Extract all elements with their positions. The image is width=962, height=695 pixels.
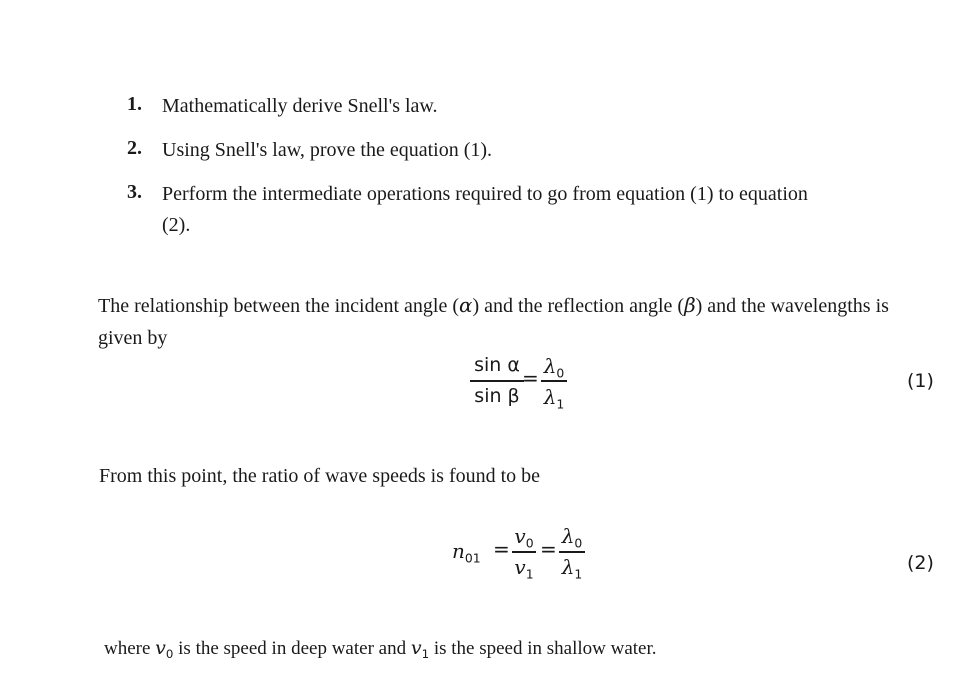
eq2-v0-sub: 0	[525, 535, 534, 551]
task-2-number: 2.	[127, 137, 142, 159]
eq1-numerator-right	[537, 354, 571, 380]
paragraph-relationship-part3: ) and the wavelengths is	[695, 295, 889, 317]
eq1-lambda1-sub: 1	[556, 396, 565, 412]
paragraph-speeds	[104, 637, 657, 661]
v0-symbol-sub: 0	[165, 647, 174, 662]
eq1-equals: =	[522, 366, 539, 390]
paragraph-ratio: From this point, the ratio of wave speeds is found to be	[99, 465, 541, 487]
task-3-number: 3.	[127, 181, 142, 203]
task-3-text-continued: (2).	[162, 214, 191, 236]
eq2-v0: v	[514, 524, 526, 548]
alpha-symbol: α	[458, 293, 473, 317]
paragraph-speeds-part2: is the speed in deep water and	[173, 638, 411, 659]
eq2-lambda0: λ	[561, 524, 575, 548]
eq2-numerator-1	[508, 524, 540, 550]
eq2-n: n	[452, 539, 465, 563]
eq2-equals-1: =	[493, 537, 510, 561]
eq1-lambda0-sub: 0	[556, 365, 565, 381]
eq1-numerator-left: sin α	[474, 354, 520, 376]
eq1-denominator-left: sin β	[474, 385, 520, 407]
paragraph-speeds-part1: where	[104, 638, 156, 659]
eq2-fraction-bar-2	[559, 551, 585, 553]
paragraph-relationship-line2: given by	[98, 327, 168, 349]
eq1-label: (1)	[907, 370, 934, 392]
eq2-fraction-bar-1	[512, 551, 536, 553]
eq2-lambda0-sub: 0	[574, 535, 583, 551]
task-1-text: Mathematically derive Snell's law.	[162, 95, 438, 117]
eq2-lhs	[452, 539, 481, 565]
paragraph-relationship-part1: The relationship between the incident angle (	[98, 295, 459, 317]
eq1-fraction-bar-right	[541, 380, 567, 382]
paragraph-relationship	[98, 289, 889, 323]
eq1-lambda0: λ	[543, 354, 557, 378]
eq1-lambda1: λ	[543, 385, 557, 409]
task-3-text: Perform the intermediate operations required to go from equation (1) to equation	[162, 183, 808, 205]
v1-symbol: v	[410, 637, 422, 659]
eq2-denominator-1	[508, 555, 540, 581]
eq2-n-sub: 01	[464, 550, 481, 566]
task-1-number: 1.	[127, 93, 142, 115]
eq2-lambda1-sub: 1	[574, 566, 583, 582]
eq2-denominator-2	[556, 555, 588, 581]
v0-symbol: v	[155, 637, 166, 659]
eq1-fraction-bar-left	[470, 380, 524, 382]
eq2-label: (2)	[907, 552, 934, 574]
eq2-numerator-2	[556, 524, 588, 550]
paragraph-speeds-part3: is the speed in shallow water.	[429, 638, 657, 659]
paragraph-relationship-part2: ) and the reflection angle (	[472, 295, 685, 317]
task-2-text: Using Snell's law, prove the equation (1).	[162, 139, 493, 161]
eq2-equals-2: =	[540, 537, 557, 561]
eq1-denominator-right	[537, 385, 571, 411]
eq2-v1: v	[514, 555, 526, 579]
eq2-lambda1: λ	[561, 555, 575, 579]
v1-symbol-sub: 1	[421, 647, 430, 662]
eq2-v1-sub: 1	[525, 566, 534, 582]
beta-symbol: β	[684, 293, 696, 317]
